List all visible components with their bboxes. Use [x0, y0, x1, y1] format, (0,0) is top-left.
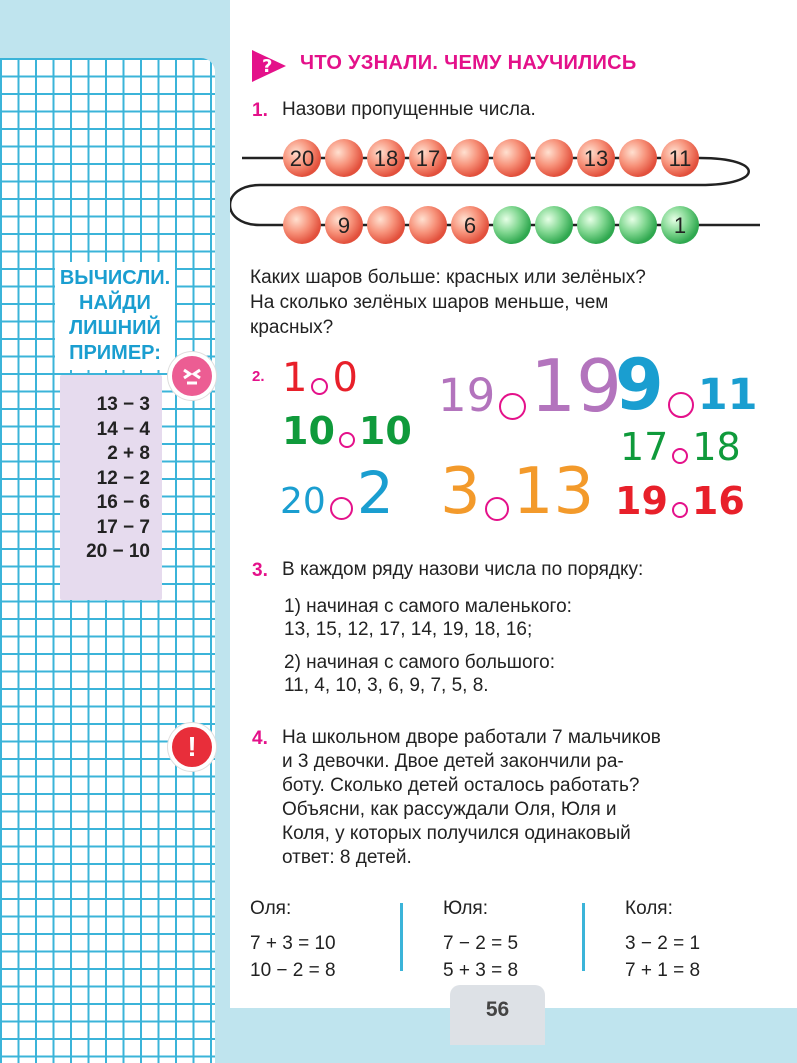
bead	[619, 139, 657, 177]
solution-yulya	[443, 895, 518, 984]
comparison-item	[615, 344, 758, 426]
sidebar-title	[55, 262, 175, 370]
sidebar-title-line: НАЙДИ	[79, 292, 151, 314]
solution-line: 7 − 2 = 5	[443, 933, 519, 954]
examples-box	[60, 375, 162, 600]
solution-name: Оля:	[250, 898, 292, 919]
bead	[367, 206, 405, 244]
comparison-circle[interactable]	[668, 392, 694, 418]
bead-label: 1	[673, 213, 687, 238]
bead-label: 11	[668, 146, 692, 171]
bead	[367, 139, 405, 177]
comparison-item	[280, 459, 394, 527]
bead	[451, 139, 489, 177]
example-item: 12 − 2	[96, 467, 150, 489]
task-line: и 3 девочки. Двое детей закончили ра-	[282, 751, 624, 772]
task-number: 4.	[252, 728, 268, 749]
comparison-circle[interactable]	[311, 378, 328, 395]
bead	[409, 206, 447, 244]
comparison-item	[282, 409, 412, 453]
comparison-number: 17	[620, 425, 669, 469]
bead	[493, 139, 531, 177]
bead-label: 9	[337, 213, 351, 238]
example-item: 14 − 4	[96, 418, 150, 440]
example-item: 16 − 6	[96, 492, 150, 513]
bead	[535, 206, 573, 244]
bead	[325, 139, 363, 177]
comparison-item	[620, 425, 741, 469]
attention-icon: !	[168, 723, 216, 771]
example-item: 17 − 7	[96, 516, 150, 538]
task-line: Коля, у которых получился одинаковый	[282, 823, 631, 844]
comparison-circle[interactable]	[485, 497, 509, 521]
question-line: красных?	[250, 317, 334, 338]
solution-name: Юля:	[443, 898, 488, 919]
bead	[619, 206, 657, 244]
task-text: Назови пропущенные числа.	[282, 99, 536, 120]
bead	[661, 206, 699, 244]
sidebar-title-line: ПРИМЕР:	[69, 342, 161, 364]
task-number: 2.	[252, 368, 265, 385]
question-line: На сколько зелёных шаров меньше, чем	[250, 292, 609, 313]
comparison-number: 19	[530, 344, 622, 428]
solution-line: 7 + 1 = 8	[625, 960, 701, 981]
example-item: 13 − 3	[96, 394, 150, 415]
bead	[577, 139, 615, 177]
task-line: Объясни, как рассуждали Оля, Юля и	[282, 799, 617, 820]
example-item: 20 − 10	[86, 541, 150, 562]
bead	[409, 139, 447, 177]
task-number: 1.	[252, 100, 268, 121]
comparison-item	[615, 479, 745, 523]
comparison-number: 19	[615, 479, 668, 523]
part-label: 1) начиная с самого маленького:	[284, 596, 572, 617]
section-title: ЧТО УЗНАЛИ. ЧЕМУ НАУЧИЛИСЬ	[300, 52, 637, 74]
comparison-number: 19	[438, 369, 496, 422]
bead	[451, 206, 489, 244]
comparison-circle[interactable]	[330, 497, 353, 520]
task-number: 3.	[252, 560, 268, 581]
task-line: На школьном дворе работали 7 мальчиков	[282, 727, 661, 748]
solution-line: 5 + 3 = 8	[443, 960, 519, 981]
bead	[661, 139, 699, 177]
number-list: 11, 4, 10, 3, 6, 9, 7, 5, 8.	[284, 675, 489, 696]
bead	[577, 206, 615, 244]
comparison-number: 11	[697, 370, 758, 420]
comparison-circle[interactable]	[672, 448, 688, 464]
solution-line: 7 + 3 = 10	[250, 933, 336, 954]
divider	[400, 903, 403, 971]
comparison-number: 20	[280, 481, 326, 522]
solution-olya	[250, 895, 336, 984]
solution-kolya	[625, 895, 700, 984]
comparison-number: 2	[356, 459, 394, 527]
bead-label: 18	[373, 146, 399, 171]
task-line: ответ: 8 детей.	[282, 847, 412, 868]
sidebar-title-line: ЛИШНИЙ	[69, 317, 161, 339]
comparison-circle[interactable]	[499, 393, 526, 420]
comparison-number: 18	[692, 425, 741, 469]
sidebar-title-line: ВЫЧИСЛИ.	[59, 267, 171, 289]
comparison-number: 0	[332, 355, 358, 401]
solution-name: Коля:	[625, 898, 673, 919]
question-icon	[248, 46, 288, 86]
comparison-number: 9	[615, 344, 664, 426]
comparison-number: 10	[358, 409, 412, 453]
comparison-number: 1	[282, 355, 308, 401]
comparison-item	[440, 455, 595, 529]
bead-label: 13	[583, 146, 609, 171]
comparison-circle[interactable]	[339, 432, 355, 448]
page-number: 56	[450, 985, 545, 1045]
comparison-item	[282, 355, 358, 401]
bead-label: 17	[415, 146, 441, 171]
comparison-number: 3	[440, 455, 481, 529]
comparison-number: 10	[282, 409, 335, 453]
bead-string	[230, 130, 797, 260]
comparison-item	[438, 344, 622, 428]
bead	[493, 206, 531, 244]
comparison-circle[interactable]	[672, 502, 688, 518]
bead	[283, 139, 321, 177]
bead-label: 20	[289, 146, 315, 171]
svg-text:?: ?	[262, 56, 273, 77]
example-item: 2 + 8	[107, 443, 150, 464]
comparison-number: 13	[512, 455, 595, 529]
calculation-icon	[168, 352, 216, 400]
task-line: боту. Сколько детей осталось работать?	[282, 775, 640, 796]
divider	[582, 903, 585, 971]
comparison-number: 16	[691, 479, 745, 523]
solution-line: 10 − 2 = 8	[250, 960, 336, 981]
bead	[535, 139, 573, 177]
part-label: 2) начиная с самого большого:	[284, 652, 555, 673]
bead	[283, 206, 321, 244]
question-line: Каких шаров больше: красных или зелёных?	[250, 267, 646, 288]
number-list: 13, 15, 12, 17, 14, 19, 18, 16;	[284, 619, 533, 640]
bead-label: 6	[463, 213, 477, 238]
task-text: В каждом ряду назови числа по порядку:	[282, 559, 644, 580]
solution-line: 3 − 2 = 1	[625, 933, 701, 954]
bead	[325, 206, 363, 244]
